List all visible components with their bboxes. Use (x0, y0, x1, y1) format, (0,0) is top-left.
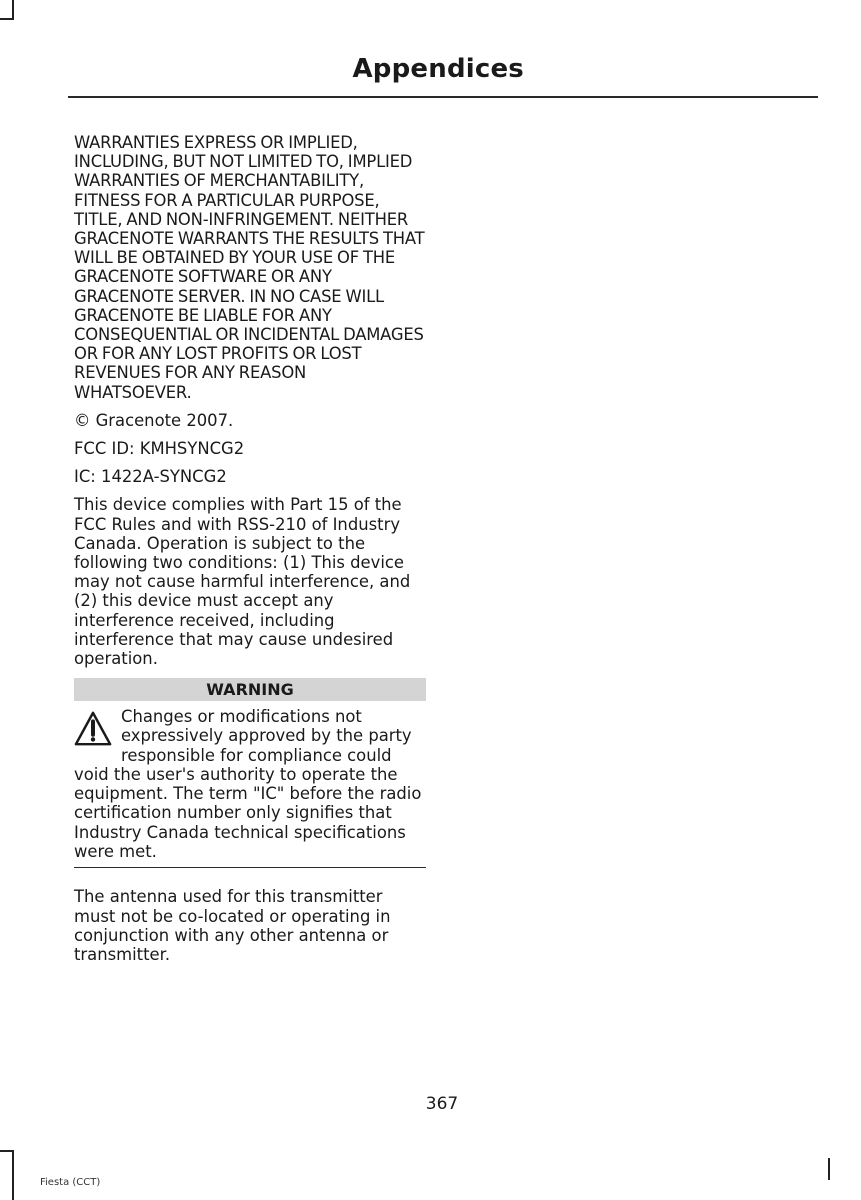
footer-model-label: Fiesta (CCT) (40, 1177, 101, 1188)
page-title: Appendices (352, 54, 524, 84)
copyright-notice: © Gracenote 2007. (74, 410, 234, 430)
crop-mark-bottom-left-horizontal (0, 1150, 14, 1152)
crop-mark-bottom-left-vertical (12, 1150, 14, 1200)
crop-mark-bottom-right (828, 1158, 830, 1180)
page-number: 367 (425, 1094, 459, 1114)
warning-triangle-icon (74, 710, 112, 748)
main-column (74, 133, 426, 973)
ic-id: IC: 1422A-SYNCG2 (74, 467, 227, 487)
crop-mark-top-left-vertical (12, 0, 14, 18)
antenna-statement: The antenna used for this transmitter must not be co-located or operating in conjunction with any other antenna or transmitter. (74, 887, 391, 965)
header-divider (68, 96, 818, 98)
fcc-id: FCC ID: KMHSYNCG2 (74, 439, 245, 459)
warning-divider (74, 867, 426, 869)
warning-text: Changes or modifications not expressively approved by the party responsible for compliance could void the user's authority to operate the equipment. The term "IC" before the radio certification number only signifies that Industry Canada technical specifications were met. (74, 707, 422, 861)
warning-header: WARNING (74, 678, 426, 701)
crop-mark-top-left-horizontal (0, 18, 14, 20)
warning-block (74, 707, 426, 861)
compliance-statement: This device complies with Part 15 of the FCC Rules and with RSS-210 of Industry Canada. Operation is subject to the following two conditions: (1) This device may not cause harmful interference, and (2) this device must accept any interference received, including interference that may cause undesired operation. (74, 495, 411, 669)
warranty-disclaimer: WARRANTIES EXPRESS OR IMPLIED, INCLUDING, BUT NOT LIMITED TO, IMPLIED WARRANTIES OF MERCHANTABILITY, FITNESS FOR A PARTICULAR PURPOSE, TITLE, AND NON-INFRINGEMENT. NEITHER GRACENOTE WARRANTS THE RESULTS THAT WILL BE OBTAINED BY YOUR USE OF THE GRACENOTE SOFTWARE OR ANY GRACENOTE SERVER. IN NO CASE WILL GRACENOTE BE LIABLE FOR ANY CONSEQUENTIAL OR INCIDENTAL DAMAGES OR FOR ANY LOST PROFITS OR LOST REVENUES FOR ANY REASON WHATSOEVER. (74, 133, 425, 402)
